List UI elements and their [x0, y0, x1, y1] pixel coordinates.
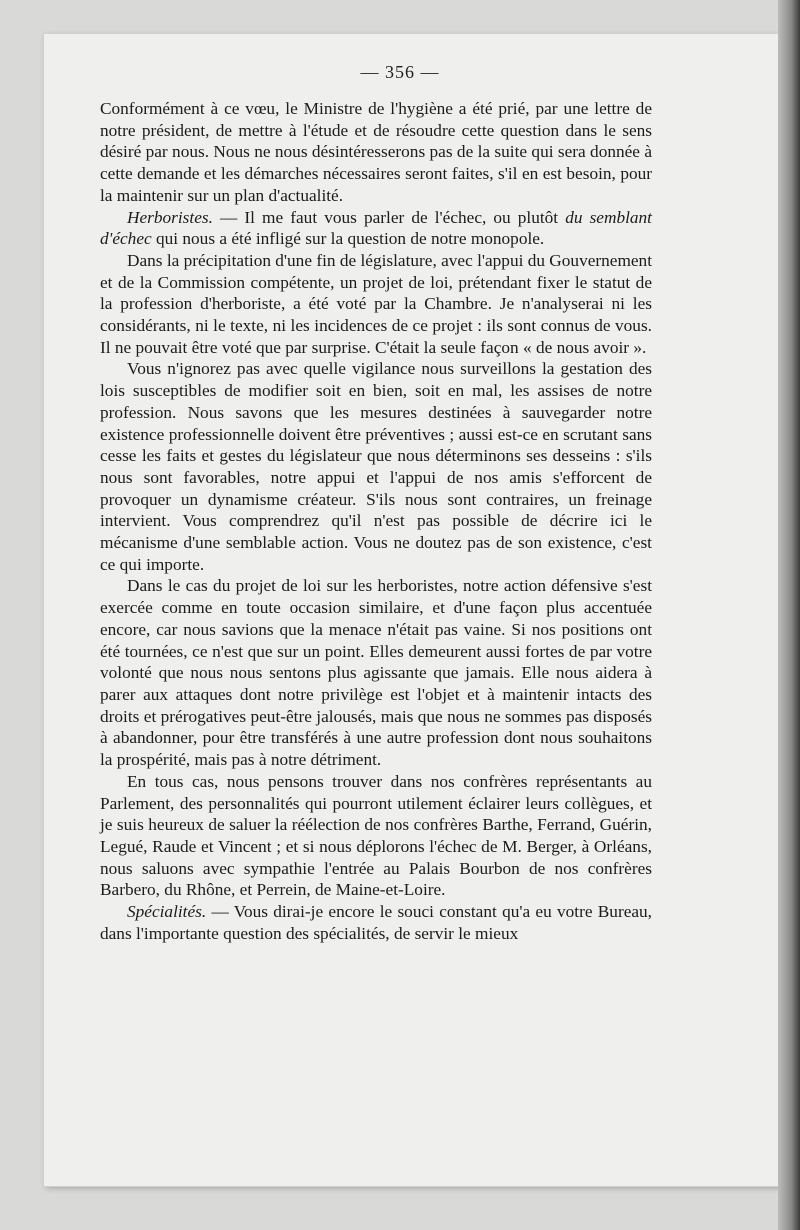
- paragraph: Vous n'ignorez pas avec quelle vigilance nous surveillons la gestation des lois susceptibles de modifier soit en bien, soit en mal, les assises de notre profession. Nous savons que les mesures destinées à sauvegarder notre existence professionnelle doivent être préventives ; aussi est-ce en scrutant sans cesse les faits et gestes du législateur que nous déterminons ses desseins : s'ils nous sont favorables, notre appui et l'appui de nos amis s'efforcent de provoquer un dynamisme créateur. S'ils nous sont contraires, un freinage intervient. Vous comprendrez qu'il n'est pas possible de décrire ici le mécanisme d'une semblable action. Vous ne doutez pas de son existence, c'est ce qui importe.: [100, 359, 652, 574]
- page-number: — 356 —: [360, 62, 440, 82]
- paragraph-text: — Vous dirai-je encore le souci constant qu'a eu votre Bureau, dans l'importante question des spécialités, de servir le mieux: [100, 902, 652, 943]
- section-heading-specialites: Spécialités.: [127, 902, 207, 922]
- paragraph: Dans le cas du projet de loi sur les herboristes, notre action défensive s'est exercée comme en toute occasion similaire, et d'une façon plus accentuée encore, car nous savions que la menace n'était pas vaine. Si nos positions ont été tournées, ce n'est que sur un point. Elles demeurent aussi fortes de par votre volonté que nous nous sentons plus agissante que jamais. Elle nous aidera à parer aux attaques dont notre privilège est l'objet et à maintenir intacts des droits et prérogatives peut-être jalousés, mais que nous ne sommes pas disposés à abandonner, pour être transférés à une autre profession dont nous souhaitons la prospérité, mais pas à notre détriment.: [100, 576, 652, 770]
- paragraph: Conformément à ce vœu, le Ministre de l'hygiène a été prié, par une lettre de notre président, de mettre à l'étude et de résoudre cette question dans le sens désiré par nous. Nous ne nous désintéresserons pas de la suite qui sera donnée à cette demande et les démarches nécessaires seront faites, s'il en est besoin, pour la maintenir sur un plan d'actualité.: [100, 99, 652, 205]
- paragraph: Dans la précipitation d'une fin de législature, avec l'appui du Gouvernement et de la Commission compétente, un projet de loi, prétendant fixer le statut de la profession d'herboriste, a été voté par la Chambre. Je n'analyserai ni les considérants, ni le texte, ni les incidences de ce projet : ils sont connus de vous. Il ne pouvait être voté que par surprise. C'était la seule façon « de nous avoir ».: [100, 250, 652, 357]
- paragraph-text: qui nous a été infligé sur la question de notre monopole.: [151, 229, 545, 249]
- book-edge: [778, 0, 800, 1230]
- section-heading-herboristes: Herboristes.: [127, 207, 213, 227]
- paragraph-herboristes: [100, 207, 652, 250]
- paragraph-text: — Il me faut vous parler de l'échec, ou plutôt: [212, 207, 566, 227]
- paragraph-specialites: [100, 901, 652, 944]
- paragraph: En tous cas, nous pensons trouver dans nos confrères représentants au Parlement, des personnalités qui pourront utilement éclairer leurs collègues, et je suis heureux de saluer la réélection de nos confrères Barthe, Ferrand, Guérin, Legué, Raude et Vincent ; et si nous déplorons l'échec de M. Berger, à Orléans, nous saluons avec sympathie l'entrée au Palais Bourbon de nos confrères Barbero, du Rhône, et Perrein, de Maine-et-Loire.: [100, 771, 652, 900]
- body-text: [100, 98, 652, 944]
- emphasis-text: du semblant d'échec: [100, 207, 652, 249]
